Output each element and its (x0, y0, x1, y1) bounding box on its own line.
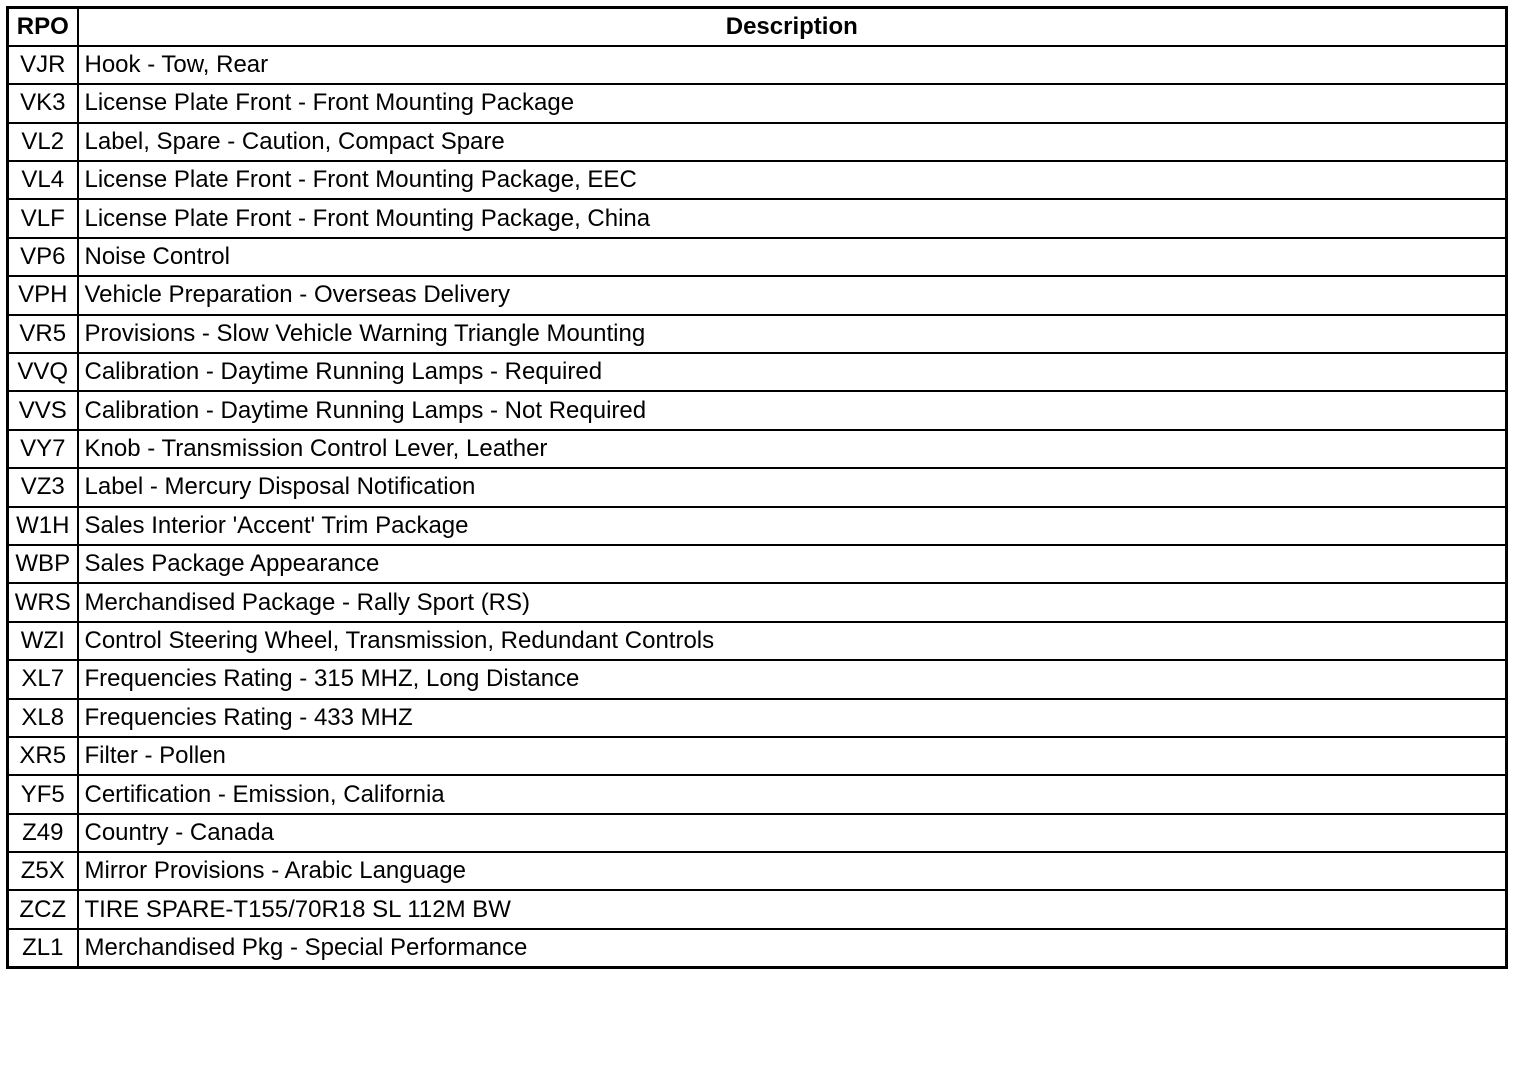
rpo-code-cell: YF5 (8, 775, 78, 813)
rpo-code-cell: VZ3 (8, 468, 78, 506)
description-cell: Provisions - Slow Vehicle Warning Triangle Mounting (78, 315, 1507, 353)
table-row (8, 161, 1507, 199)
rpo-code-cell: VL2 (8, 123, 78, 161)
rpo-code-cell: XR5 (8, 737, 78, 775)
rpo-code-cell: VY7 (8, 430, 78, 468)
description-cell: Noise Control (78, 238, 1507, 276)
table-row (8, 315, 1507, 353)
description-cell: Frequencies Rating - 315 MHZ, Long Distance (78, 660, 1507, 698)
table-row (8, 391, 1507, 429)
rpo-code-cell: ZCZ (8, 890, 78, 928)
rpo-code-cell: Z49 (8, 814, 78, 852)
rpo-code-cell: VPH (8, 276, 78, 314)
table-row (8, 622, 1507, 660)
table-row (8, 775, 1507, 813)
table-row (8, 737, 1507, 775)
table-row (8, 814, 1507, 852)
rpo-code-cell: WZI (8, 622, 78, 660)
rpo-code-cell: W1H (8, 507, 78, 545)
description-cell: Country - Canada (78, 814, 1507, 852)
rpo-code-cell: VL4 (8, 161, 78, 199)
table-row (8, 468, 1507, 506)
header-row (8, 8, 1507, 46)
rpo-code-cell: VK3 (8, 84, 78, 122)
description-cell: Hook - Tow, Rear (78, 46, 1507, 84)
table-row (8, 238, 1507, 276)
rpo-code-cell: WBP (8, 545, 78, 583)
description-cell: Calibration - Daytime Running Lamps - Not Required (78, 391, 1507, 429)
description-cell: License Plate Front - Front Mounting Package, China (78, 199, 1507, 237)
rpo-code-cell: VR5 (8, 315, 78, 353)
description-cell: Filter - Pollen (78, 737, 1507, 775)
table-row (8, 84, 1507, 122)
description-cell: Calibration - Daytime Running Lamps - Required (78, 353, 1507, 391)
table-header (8, 8, 1507, 46)
table-row (8, 699, 1507, 737)
rpo-table (6, 6, 1508, 969)
description-cell: Vehicle Preparation - Overseas Delivery (78, 276, 1507, 314)
description-cell: License Plate Front - Front Mounting Package, EEC (78, 161, 1507, 199)
rpo-code-cell: XL7 (8, 660, 78, 698)
rpo-code-cell: ZL1 (8, 929, 78, 967)
description-cell: Label - Mercury Disposal Notification (78, 468, 1507, 506)
table-row (8, 46, 1507, 84)
column-header-rpo: RPO (8, 8, 78, 46)
table-row (8, 852, 1507, 890)
description-cell: Control Steering Wheel, Transmission, Redundant Controls (78, 622, 1507, 660)
description-cell: TIRE SPARE-T155/70R18 SL 112M BW (78, 890, 1507, 928)
table-row (8, 123, 1507, 161)
description-cell: License Plate Front - Front Mounting Package (78, 84, 1507, 122)
rpo-code-cell: WRS (8, 583, 78, 621)
description-cell: Knob - Transmission Control Lever, Leather (78, 430, 1507, 468)
table-row (8, 353, 1507, 391)
table-row (8, 545, 1507, 583)
description-cell: Frequencies Rating - 433 MHZ (78, 699, 1507, 737)
table-row (8, 929, 1507, 967)
table-row (8, 430, 1507, 468)
rpo-code-cell: VP6 (8, 238, 78, 276)
description-cell: Certification - Emission, California (78, 775, 1507, 813)
table-row (8, 890, 1507, 928)
description-cell: Merchandised Pkg - Special Performance (78, 929, 1507, 967)
table-row (8, 660, 1507, 698)
table-row (8, 507, 1507, 545)
rpo-code-cell: VLF (8, 199, 78, 237)
description-cell: Sales Package Appearance (78, 545, 1507, 583)
rpo-code-cell: VVS (8, 391, 78, 429)
description-cell: Merchandised Package - Rally Sport (RS) (78, 583, 1507, 621)
description-cell: Mirror Provisions - Arabic Language (78, 852, 1507, 890)
description-cell: Sales Interior 'Accent' Trim Package (78, 507, 1507, 545)
description-cell: Label, Spare - Caution, Compact Spare (78, 123, 1507, 161)
rpo-code-cell: XL8 (8, 699, 78, 737)
table-row (8, 199, 1507, 237)
table-row (8, 583, 1507, 621)
table-body (8, 46, 1507, 967)
rpo-code-cell: VJR (8, 46, 78, 84)
table-row (8, 276, 1507, 314)
rpo-code-cell: VVQ (8, 353, 78, 391)
column-header-description: Description (78, 8, 1507, 46)
rpo-code-cell: Z5X (8, 852, 78, 890)
